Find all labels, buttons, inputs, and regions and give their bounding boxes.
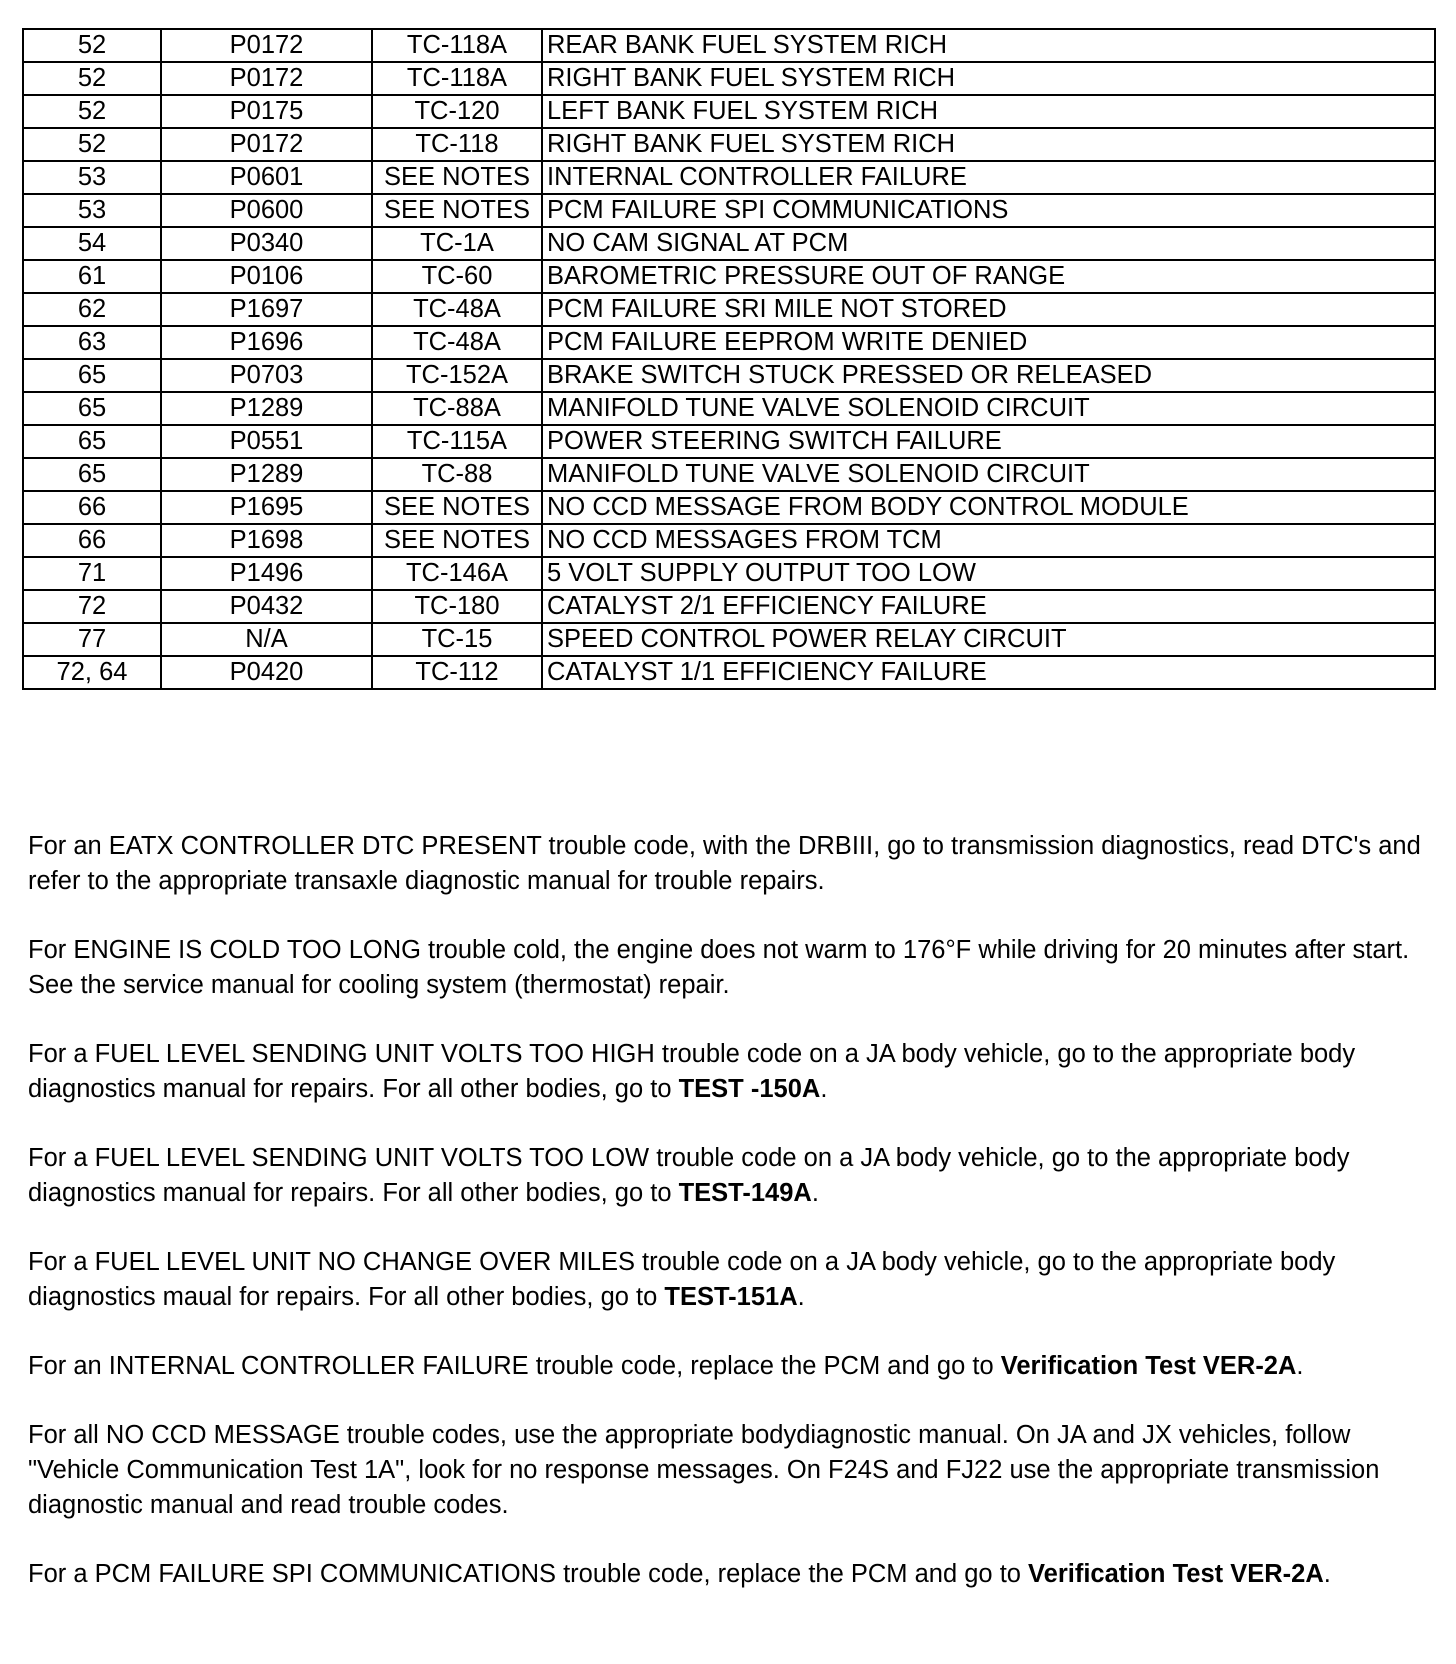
table-row — [23, 161, 1435, 194]
mil-code-cell: 54 — [23, 227, 161, 260]
table-row — [23, 458, 1435, 491]
dtc-code-cell: P0340 — [161, 227, 372, 260]
note-paragraph — [28, 933, 1436, 1003]
note-text: For a PCM FAILURE SPI COMMUNICATIONS trouble code, replace the PCM and go to — [28, 1560, 1029, 1588]
test-ref-cell: TC-118 — [372, 128, 542, 161]
test-ref-cell: TC-60 — [372, 260, 542, 293]
description-cell: CATALYST 2/1 EFFICIENCY FAILURE — [542, 590, 1435, 623]
note-test-reference: TEST-149A — [678, 1179, 812, 1207]
test-ref-cell: TC-118A — [372, 29, 542, 62]
test-ref-cell: TC-88A — [372, 392, 542, 425]
notes-section — [28, 829, 1436, 1626]
mil-code-cell: 72 — [23, 590, 161, 623]
note-text: For an INTERNAL CONTROLLER FAILURE trouble code, replace the PCM and go to — [28, 1352, 1001, 1380]
table-row — [23, 524, 1435, 557]
description-cell: CATALYST 1/1 EFFICIENCY FAILURE — [542, 656, 1435, 689]
mil-code-cell: 65 — [23, 392, 161, 425]
description-cell: REAR BANK FUEL SYSTEM RICH — [542, 29, 1435, 62]
description-cell: MANIFOLD TUNE VALVE SOLENOID CIRCUIT — [542, 392, 1435, 425]
test-ref-cell: TC-48A — [372, 293, 542, 326]
mil-code-cell: 52 — [23, 29, 161, 62]
table-row — [23, 293, 1435, 326]
table-row — [23, 29, 1435, 62]
mil-code-cell: 62 — [23, 293, 161, 326]
mil-code-cell: 53 — [23, 161, 161, 194]
mil-code-cell: 65 — [23, 458, 161, 491]
note-ending: . — [1296, 1352, 1304, 1380]
description-cell: RIGHT BANK FUEL SYSTEM RICH — [542, 62, 1435, 95]
table-row — [23, 227, 1435, 260]
test-ref-cell: SEE NOTES — [372, 161, 542, 194]
description-cell: PCM FAILURE EEPROM WRITE DENIED — [542, 326, 1435, 359]
mil-code-cell: 65 — [23, 359, 161, 392]
table-row — [23, 590, 1435, 623]
description-cell: MANIFOLD TUNE VALVE SOLENOID CIRCUIT — [542, 458, 1435, 491]
table-row — [23, 425, 1435, 458]
note-ending: . — [797, 1283, 805, 1311]
description-cell: NO CAM SIGNAL AT PCM — [542, 227, 1435, 260]
description-cell: POWER STEERING SWITCH FAILURE — [542, 425, 1435, 458]
description-cell: RIGHT BANK FUEL SYSTEM RICH — [542, 128, 1435, 161]
dtc-code-cell: P1697 — [161, 293, 372, 326]
note-text: For an EATX CONTROLLER DTC PRESENT trouble code, with the DRBIII, go to transmission diagnostics, read DTC's and refer to the appropriate transaxle diagnostic manual for trouble repairs. — [28, 832, 1421, 895]
note-ending: . — [1323, 1560, 1331, 1588]
dtc-code-cell: P0175 — [161, 95, 372, 128]
dtc-code-cell: P1695 — [161, 491, 372, 524]
test-ref-cell: TC-146A — [372, 557, 542, 590]
table-row — [23, 326, 1435, 359]
test-ref-cell: TC-120 — [372, 95, 542, 128]
description-cell: NO CCD MESSAGES FROM TCM — [542, 524, 1435, 557]
dtc-code-cell: P0172 — [161, 29, 372, 62]
table-row — [23, 62, 1435, 95]
dtc-code-cell: P1698 — [161, 524, 372, 557]
test-ref-cell: TC-1A — [372, 227, 542, 260]
note-test-reference: Verification Test VER-2A — [1028, 1560, 1324, 1588]
description-cell: PCM FAILURE SRI MILE NOT STORED — [542, 293, 1435, 326]
dtc-code-cell: P0172 — [161, 128, 372, 161]
note-text: For ENGINE IS COLD TOO LONG trouble cold, the engine does not warm to 176°F while driving for 20 minutes after start. See the service manual for cooling system (thermostat) repair. — [28, 936, 1410, 999]
test-ref-cell: TC-88 — [372, 458, 542, 491]
note-paragraph — [28, 829, 1436, 899]
mil-code-cell: 53 — [23, 194, 161, 227]
note-paragraph — [28, 1141, 1436, 1211]
table-row — [23, 623, 1435, 656]
note-paragraph — [28, 1418, 1436, 1523]
description-cell: BRAKE SWITCH STUCK PRESSED OR RELEASED — [542, 359, 1435, 392]
mil-code-cell: 77 — [23, 623, 161, 656]
description-cell: PCM FAILURE SPI COMMUNICATIONS — [542, 194, 1435, 227]
table-row — [23, 128, 1435, 161]
table-row — [23, 194, 1435, 227]
test-ref-cell: SEE NOTES — [372, 491, 542, 524]
mil-code-cell: 65 — [23, 425, 161, 458]
dtc-code-cell: P0601 — [161, 161, 372, 194]
mil-code-cell: 63 — [23, 326, 161, 359]
test-ref-cell: TC-180 — [372, 590, 542, 623]
dtc-code-cell: P0432 — [161, 590, 372, 623]
table-row — [23, 392, 1435, 425]
table-row — [23, 656, 1435, 689]
mil-code-cell: 52 — [23, 62, 161, 95]
test-ref-cell: SEE NOTES — [372, 524, 542, 557]
table-row — [23, 359, 1435, 392]
dtc-code-cell: P1289 — [161, 392, 372, 425]
mil-code-cell: 66 — [23, 524, 161, 557]
dtc-code-cell: P0106 — [161, 260, 372, 293]
table-row — [23, 491, 1435, 524]
mil-code-cell: 66 — [23, 491, 161, 524]
test-ref-cell: TC-152A — [372, 359, 542, 392]
dtc-code-cell: P1289 — [161, 458, 372, 491]
description-cell: LEFT BANK FUEL SYSTEM RICH — [542, 95, 1435, 128]
note-text: For a FUEL LEVEL SENDING UNIT VOLTS TOO LOW trouble code on a JA body vehicle, go to the appropriate body diagnostics manual for repairs. For all other bodies, go to — [28, 1144, 1350, 1207]
description-cell: 5 VOLT SUPPLY OUTPUT TOO LOW — [542, 557, 1435, 590]
description-cell: INTERNAL CONTROLLER FAILURE — [542, 161, 1435, 194]
test-ref-cell: TC-48A — [372, 326, 542, 359]
test-ref-cell: SEE NOTES — [372, 194, 542, 227]
test-ref-cell: TC-115A — [372, 425, 542, 458]
note-ending: . — [820, 1075, 828, 1103]
note-test-reference: Verification Test VER-2A — [1000, 1352, 1297, 1380]
note-text: For a FUEL LEVEL SENDING UNIT VOLTS TOO HIGH trouble code on a JA body vehicle, go to the appropriate body diagnostics manual for repairs. For all other bodies, go to — [28, 1040, 1356, 1103]
description-cell: BAROMETRIC PRESSURE OUT OF RANGE — [542, 260, 1435, 293]
mil-code-cell: 52 — [23, 128, 161, 161]
dtc-code-cell: P0172 — [161, 62, 372, 95]
note-text: For all NO CCD MESSAGE trouble codes, use the appropriate bodydiagnostic manual. On JA and JX vehicles, follow "Vehicle Communication Test 1A", look for no response messages. On F24S and FJ22 use the appropriate transmission diagnostic manual and read trouble codes. — [28, 1421, 1380, 1519]
note-paragraph — [28, 1037, 1436, 1107]
note-ending: . — [811, 1179, 819, 1207]
test-ref-cell: TC-112 — [372, 656, 542, 689]
table-row — [23, 557, 1435, 590]
description-cell: SPEED CONTROL POWER RELAY CIRCUIT — [542, 623, 1435, 656]
test-ref-cell: TC-118A — [372, 62, 542, 95]
dtc-code-cell: P0551 — [161, 425, 372, 458]
note-paragraph — [28, 1245, 1436, 1315]
dtc-code-cell: P0703 — [161, 359, 372, 392]
dtc-code-cell: P1696 — [161, 326, 372, 359]
note-text: For a FUEL LEVEL UNIT NO CHANGE OVER MILES trouble code on a JA body vehicle, go to the appropriate body diagnostics maual for repairs. For all other bodies, go to — [28, 1248, 1336, 1311]
mil-code-cell: 61 — [23, 260, 161, 293]
dtc-code-cell: P0420 — [161, 656, 372, 689]
table-row — [23, 260, 1435, 293]
dtc-table — [22, 28, 1436, 690]
mil-code-cell: 72, 64 — [23, 656, 161, 689]
dtc-code-cell: P1496 — [161, 557, 372, 590]
note-test-reference: TEST-151A — [664, 1283, 798, 1311]
note-paragraph — [28, 1557, 1436, 1592]
mil-code-cell: 71 — [23, 557, 161, 590]
note-test-reference: TEST -150A — [678, 1075, 821, 1103]
dtc-code-cell: P0600 — [161, 194, 372, 227]
table-row — [23, 95, 1435, 128]
description-cell: NO CCD MESSAGE FROM BODY CONTROL MODULE — [542, 491, 1435, 524]
test-ref-cell: TC-15 — [372, 623, 542, 656]
note-paragraph — [28, 1349, 1436, 1384]
dtc-code-cell: N/A — [161, 623, 372, 656]
mil-code-cell: 52 — [23, 95, 161, 128]
dtc-table-body — [23, 29, 1435, 689]
